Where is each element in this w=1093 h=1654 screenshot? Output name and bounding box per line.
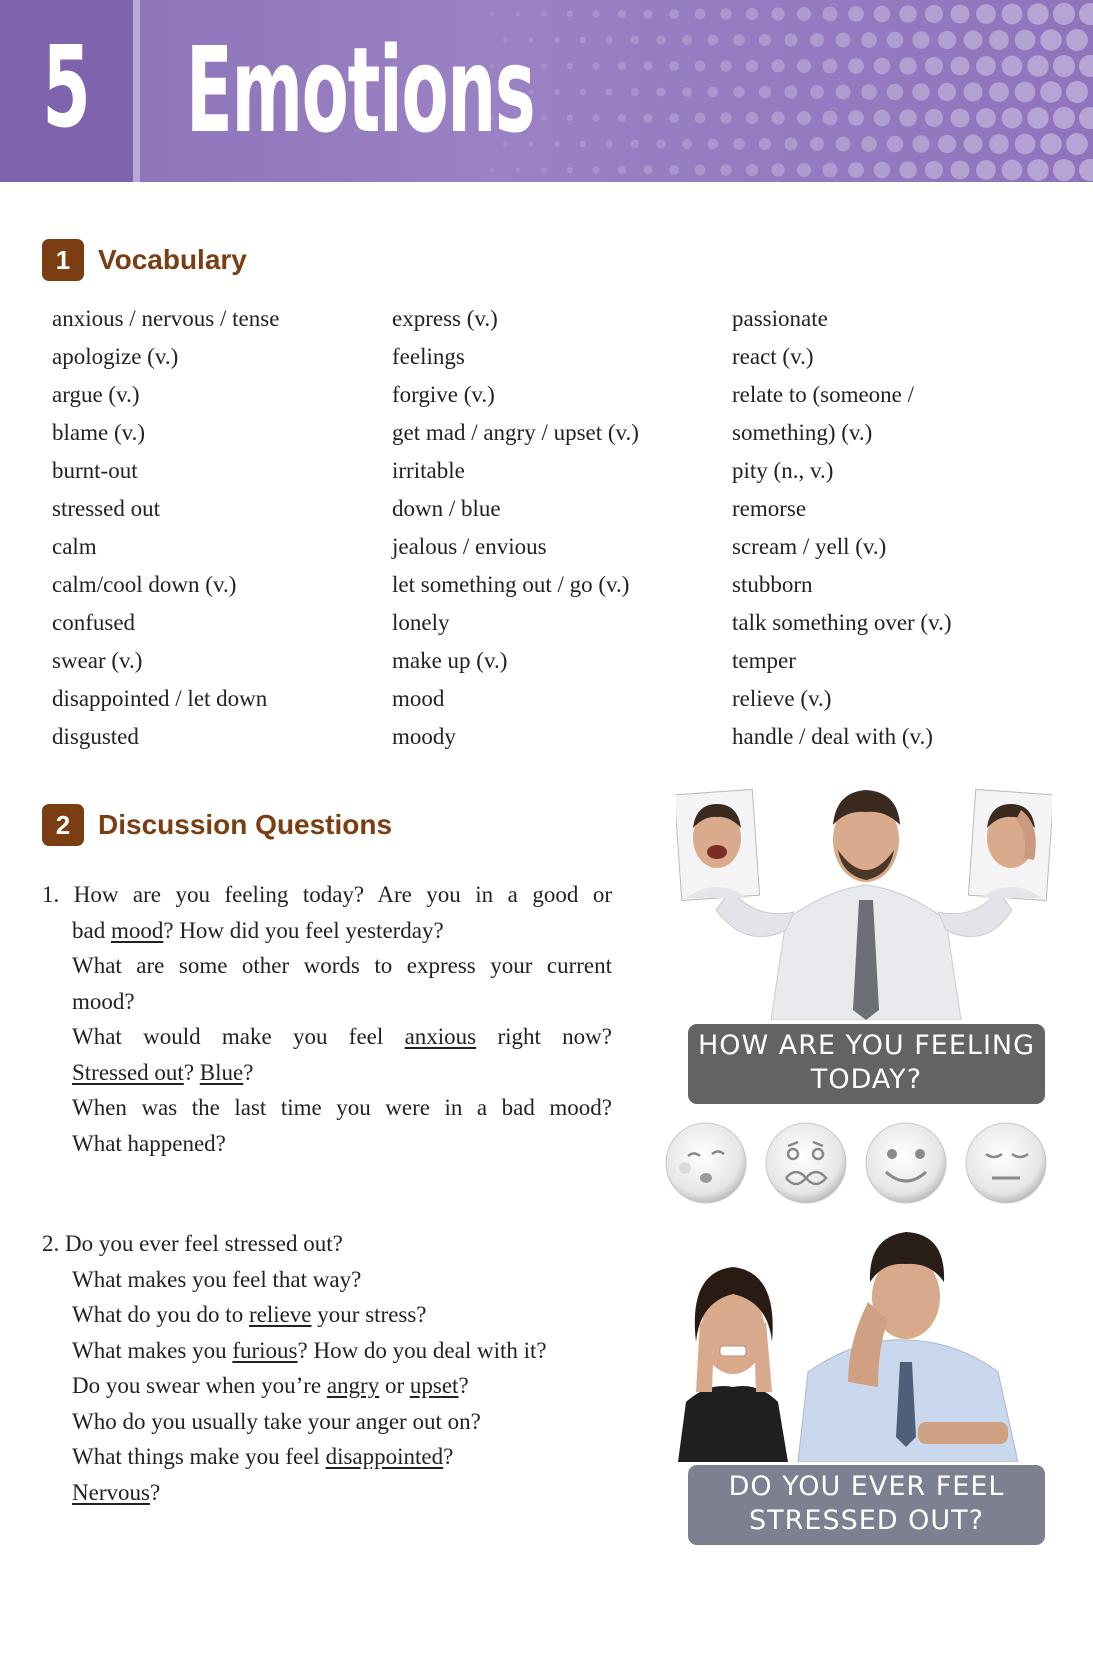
halftone-dot xyxy=(964,83,983,102)
halftone-dot xyxy=(810,137,824,151)
vocab-item: calm xyxy=(52,534,97,559)
halftone-dot xyxy=(874,6,891,23)
banner-text: DO YOU EVER FEEL xyxy=(728,1471,1005,1502)
halftone-dot xyxy=(1079,3,1093,25)
halftone-dot xyxy=(784,85,797,98)
vocab-item: irritable xyxy=(392,458,465,483)
halftone-dot xyxy=(976,108,996,128)
halftone-dot xyxy=(823,59,838,74)
halftone-dot xyxy=(899,161,916,178)
vocab-highlight: upset xyxy=(409,1373,459,1398)
halftone-dot xyxy=(1015,82,1036,103)
halftone-dot xyxy=(503,38,507,42)
vocab-item: disappointed / let down xyxy=(52,686,268,711)
halftone-dot xyxy=(541,63,547,69)
question-text: What things make you feel xyxy=(72,1444,326,1469)
halftone-dot xyxy=(516,64,521,69)
vocabulary-column-3 xyxy=(732,300,1072,756)
man-holding-face-masks-illustration xyxy=(676,780,1052,1020)
halftone-dot xyxy=(708,35,719,46)
chapter-header xyxy=(0,0,1093,182)
halftone-dot xyxy=(887,32,904,49)
halftone-dot xyxy=(1002,160,1023,181)
halftone-dot xyxy=(567,167,574,174)
halftone-dot xyxy=(1079,159,1093,181)
vocab-item: jealous / envious xyxy=(392,534,547,559)
halftone-dot xyxy=(644,10,653,19)
question-line: What happened? xyxy=(72,1130,226,1156)
question-line xyxy=(42,1439,612,1475)
question-line xyxy=(42,1226,612,1262)
vocab-item: let something out / go (v.) xyxy=(392,572,630,597)
discussion-heading xyxy=(42,804,392,846)
halftone-dot xyxy=(1053,55,1075,77)
halftone-dot xyxy=(861,136,877,152)
halftone-dot xyxy=(618,114,626,122)
halftone-dot xyxy=(567,63,574,70)
halftone-dot xyxy=(580,37,587,44)
halftone-dot xyxy=(631,140,639,148)
halftone-dot xyxy=(1002,4,1023,25)
halftone-dot xyxy=(1066,133,1088,155)
halftone-dot xyxy=(618,10,626,18)
halftone-dot xyxy=(938,83,956,101)
vocab-highlight: Stressed out xyxy=(72,1059,184,1085)
question-text: right now? xyxy=(476,1024,612,1049)
question-line: When was the last time you were in a bad mood? xyxy=(72,1095,612,1120)
section-number-badge: 2 xyxy=(42,804,84,846)
question-text: ? xyxy=(443,1444,454,1469)
halftone-dot xyxy=(951,57,970,76)
vocab-item: express (v.) xyxy=(392,306,498,331)
vocab-highlight: mood xyxy=(110,917,164,943)
halftone-dot xyxy=(708,139,719,150)
vocab-highlight: angry xyxy=(326,1373,380,1398)
question-text: Do you swear when you’re xyxy=(72,1373,327,1398)
halftone-dot xyxy=(490,116,494,120)
halftone-dot xyxy=(912,135,929,152)
vocab-item: down / blue xyxy=(392,496,501,521)
vocab-item: disgusted xyxy=(52,724,139,749)
halftone-dot xyxy=(720,8,732,20)
question-line: Who do you usually take your anger out on? xyxy=(72,1408,481,1434)
halftone-dot xyxy=(1015,134,1036,155)
question-line xyxy=(42,1368,612,1404)
halftone-dot xyxy=(592,62,599,69)
halftone-dot xyxy=(1027,159,1049,181)
vocab-highlight: anxious xyxy=(404,1024,477,1049)
halftone-dot xyxy=(746,60,758,72)
vocab-item: remorse xyxy=(732,496,807,521)
question-1 xyxy=(42,877,612,1161)
halftone-dot xyxy=(541,11,547,17)
halftone-dot xyxy=(976,4,996,24)
question-line xyxy=(42,1297,612,1333)
halftone-dot xyxy=(1040,29,1062,51)
question-line: What makes you feel that way? xyxy=(72,1266,362,1292)
halftone-dot xyxy=(708,87,719,98)
halftone-dot xyxy=(951,5,970,24)
halftone-dot xyxy=(631,36,639,44)
vocab-item: swear (v.) xyxy=(52,648,143,673)
halftone-dot xyxy=(771,7,784,20)
halftone-dot xyxy=(771,59,784,72)
halftone-dot xyxy=(746,8,758,20)
halftone-dot xyxy=(925,109,943,127)
vocab-item: confused xyxy=(52,610,136,635)
vocab-item: anxious / nervous / tense xyxy=(52,306,280,331)
vocab-item: passionate xyxy=(732,306,828,331)
halftone-dot xyxy=(759,138,771,150)
kissing-face-icon xyxy=(666,1123,746,1203)
halftone-dot xyxy=(720,60,732,72)
halftone-dot xyxy=(733,34,745,46)
halftone-dot xyxy=(759,86,771,98)
question-line xyxy=(42,1333,612,1369)
halftone-dot xyxy=(490,64,494,68)
halftone-dot xyxy=(848,6,864,22)
vocab-item: stressed out xyxy=(52,496,160,521)
halftone-dot xyxy=(887,136,904,153)
halftone-dot xyxy=(848,110,864,126)
halftone-dot xyxy=(899,57,916,74)
halftone-dot xyxy=(657,140,666,149)
halftone-dot xyxy=(592,166,599,173)
halftone-dot xyxy=(644,114,653,123)
question-line xyxy=(42,1019,612,1055)
vocab-item: relieve (v.) xyxy=(732,686,832,711)
vocab-item: temper xyxy=(732,648,796,673)
halftone-dot xyxy=(1027,55,1049,77)
halftone-dot xyxy=(848,58,864,74)
chapter-title: Emotions xyxy=(186,21,535,159)
halftone-dot xyxy=(899,5,916,22)
vocab-highlight: Nervous xyxy=(72,1479,150,1505)
question-text: or xyxy=(379,1373,410,1398)
worried-face-icon xyxy=(766,1123,846,1203)
halftone-dot xyxy=(861,84,877,100)
vocab-highlight: furious xyxy=(232,1337,298,1363)
halftone-dot xyxy=(503,90,507,94)
section-title: Discussion Questions xyxy=(98,809,393,840)
vocabulary-column-1 xyxy=(52,300,392,756)
halftone-dot xyxy=(516,116,521,121)
vocab-item: handle / deal with (v.) xyxy=(732,724,933,749)
halftone-dot xyxy=(746,164,758,176)
halftone-dot xyxy=(554,141,560,147)
question-text: What do you do to xyxy=(72,1302,249,1327)
halftone-dot xyxy=(567,115,574,122)
halftone-dot xyxy=(1027,3,1049,25)
halftone-dot xyxy=(541,167,547,173)
vocab-item: feelings xyxy=(392,344,465,369)
halftone-dot xyxy=(823,7,838,22)
emotion-face-icons xyxy=(660,1118,1060,1208)
halftone-dot xyxy=(618,166,626,174)
halftone-dot xyxy=(810,85,824,99)
halftone-dot xyxy=(682,35,692,45)
halftone-dot xyxy=(695,165,706,176)
halftone-dot xyxy=(516,12,521,17)
vocab-item: scream / yell (v.) xyxy=(732,534,887,559)
vocab-item: make up (v.) xyxy=(392,648,508,673)
halftone-dot xyxy=(1079,55,1093,77)
question-text: What would make you feel xyxy=(72,1024,405,1049)
halftone-dot xyxy=(784,33,797,46)
stressed-couple-illustration xyxy=(678,1222,1068,1462)
halftone-dot xyxy=(1040,81,1062,103)
question-text: ? xyxy=(243,1059,254,1085)
halftone-dot xyxy=(964,135,983,154)
question-text: your stress? xyxy=(311,1302,427,1327)
halftone-dot xyxy=(938,31,956,49)
halftone-dot xyxy=(605,140,612,147)
question-text: ? xyxy=(183,1059,200,1085)
halftone-dot xyxy=(592,10,599,17)
halftone-dot xyxy=(554,89,560,95)
halftone-dot xyxy=(912,83,929,100)
vocab-item: moody xyxy=(392,724,456,749)
question-line: What are some other words to express your current xyxy=(72,953,612,978)
halftone-dot xyxy=(644,166,653,175)
halftone-dot xyxy=(925,57,943,75)
halftone-dot xyxy=(925,161,943,179)
header-divider xyxy=(133,0,140,182)
halftone-dot xyxy=(1015,30,1036,51)
vocab-highlight: relieve xyxy=(248,1302,312,1327)
do-you-ever-feel-stressed-banner xyxy=(688,1465,1045,1545)
vocabulary-list xyxy=(52,300,1072,756)
halftone-dot xyxy=(759,34,771,46)
halftone-dot xyxy=(567,11,574,18)
halftone-dot xyxy=(823,163,838,178)
halftone-dot xyxy=(592,114,599,121)
halftone-dot xyxy=(925,5,943,23)
halftone-dot-pattern xyxy=(480,0,1093,182)
halftone-dot xyxy=(951,161,970,180)
halftone-dot xyxy=(797,111,811,125)
halftone-dot xyxy=(964,31,983,50)
section-number-badge: 1 xyxy=(42,239,84,281)
question-text: What makes you xyxy=(72,1337,233,1363)
question-line xyxy=(42,913,612,949)
question-number: 2. xyxy=(42,1231,60,1256)
vocab-highlight: disappointed xyxy=(325,1444,444,1469)
halftone-dot xyxy=(797,7,811,21)
halftone-dot xyxy=(644,62,653,71)
vocabulary-column-2 xyxy=(392,300,732,756)
vocab-item: blame (v.) xyxy=(52,420,146,445)
banner-text: STRESSED OUT? xyxy=(749,1505,984,1536)
halftone-dot xyxy=(720,112,732,124)
halftone-dot xyxy=(503,142,507,146)
halftone-dot xyxy=(618,62,626,70)
vocab-item: forgive (v.) xyxy=(392,382,495,407)
vocab-item: relate to (someone / xyxy=(732,382,915,407)
halftone-dot xyxy=(1053,159,1075,181)
sleepy-face-icon xyxy=(966,1123,1046,1203)
halftone-dot xyxy=(746,112,758,124)
halftone-dot xyxy=(529,142,534,147)
question-text: Do you ever feel stressed out? xyxy=(65,1231,343,1256)
halftone-dot xyxy=(695,113,706,124)
halftone-dot xyxy=(490,168,494,172)
halftone-dot xyxy=(976,56,996,76)
question-line xyxy=(42,1475,612,1511)
halftone-dot xyxy=(1040,133,1062,155)
halftone-dot xyxy=(771,163,784,176)
halftone-dot xyxy=(823,111,838,126)
question-text: ? How did you feel yesterday? xyxy=(163,917,444,943)
halftone-dot xyxy=(605,88,612,95)
vocab-item: argue (v.) xyxy=(52,382,140,407)
vocab-item: something) (v.) xyxy=(732,420,873,445)
halftone-dot xyxy=(657,88,666,97)
halftone-dot xyxy=(836,33,851,48)
halftone-dot xyxy=(899,109,916,126)
halftone-dot xyxy=(1027,107,1049,129)
vocab-item: get mad / angry / upset (v.) xyxy=(392,420,639,445)
question-text: ? xyxy=(149,1479,161,1505)
halftone-dot xyxy=(669,9,679,19)
halftone-dot xyxy=(695,61,706,72)
section-title: Vocabulary xyxy=(98,244,247,275)
halftone-dot xyxy=(682,139,692,149)
halftone-dot xyxy=(836,85,851,100)
question-text: How are you feeling today? Are you in a good or xyxy=(73,882,612,907)
halftone-dot xyxy=(529,38,534,43)
halftone-dot xyxy=(989,82,1009,102)
halftone-dot xyxy=(1053,3,1075,25)
vocab-item: talk something over (v.) xyxy=(732,610,952,635)
question-line xyxy=(42,1055,612,1091)
halftone-dot xyxy=(516,168,521,173)
halftone-dot xyxy=(529,90,534,95)
halftone-dot xyxy=(490,12,494,16)
halftone-dot xyxy=(669,165,679,175)
banner-text: HOW ARE YOU FEELING xyxy=(697,1030,1036,1061)
vocab-item: burnt-out xyxy=(52,458,138,483)
vocab-item: calm/cool down (v.) xyxy=(52,572,237,597)
vocab-highlight: Blue xyxy=(199,1059,244,1085)
halftone-dot xyxy=(669,113,679,123)
vocab-item: react (v.) xyxy=(732,344,814,369)
smiling-face-icon xyxy=(866,1123,946,1203)
vocab-item: mood xyxy=(392,686,445,711)
halftone-dot xyxy=(669,61,679,71)
halftone-dot xyxy=(797,163,811,177)
halftone-dot xyxy=(989,30,1009,50)
halftone-dot xyxy=(887,84,904,101)
halftone-dot xyxy=(784,137,797,150)
question-text: ? xyxy=(458,1373,469,1398)
halftone-dot xyxy=(1053,107,1075,129)
halftone-dot xyxy=(580,141,587,148)
halftone-dot xyxy=(836,137,851,152)
halftone-dot xyxy=(874,58,891,75)
chapter-number: 5 xyxy=(42,23,91,153)
vocab-item: stubborn xyxy=(732,572,813,597)
halftone-dot xyxy=(874,110,891,127)
vocab-item: pity (n., v.) xyxy=(732,458,834,483)
halftone-dot xyxy=(989,134,1009,154)
halftone-dot xyxy=(810,33,824,47)
question-2 xyxy=(42,1226,612,1510)
vocab-item: lonely xyxy=(392,610,450,635)
how-are-you-feeling-banner xyxy=(688,1024,1045,1104)
banner-text: TODAY? xyxy=(810,1064,923,1095)
halftone-dot xyxy=(771,111,784,124)
halftone-dot xyxy=(631,88,639,96)
halftone-dot xyxy=(861,32,877,48)
halftone-dot xyxy=(1002,56,1023,77)
halftone-dot xyxy=(1079,107,1093,129)
halftone-dot xyxy=(733,138,745,150)
question-line xyxy=(42,877,612,913)
question-text: bad xyxy=(72,917,111,943)
halftone-dot xyxy=(1066,81,1088,103)
halftone-dot xyxy=(554,37,560,43)
question-number: 1. xyxy=(42,882,60,907)
halftone-dot xyxy=(848,162,864,178)
halftone-dot xyxy=(797,59,811,73)
halftone-dot xyxy=(720,164,732,176)
halftone-dot xyxy=(733,86,745,98)
halftone-dot xyxy=(938,135,956,153)
halftone-dot xyxy=(657,36,666,45)
halftone-dot xyxy=(1066,29,1088,51)
halftone-dot xyxy=(605,36,612,43)
question-text: ? How do you deal with it? xyxy=(297,1337,547,1363)
halftone-dot xyxy=(1002,108,1023,129)
halftone-dot xyxy=(541,115,547,121)
halftone-dot xyxy=(951,109,970,128)
halftone-dot xyxy=(695,9,706,20)
halftone-dot xyxy=(682,87,692,97)
vocabulary-heading xyxy=(42,239,247,281)
halftone-dot xyxy=(874,162,891,179)
halftone-dot xyxy=(976,160,996,180)
question-line: mood? xyxy=(72,988,135,1014)
halftone-dot xyxy=(912,31,929,48)
vocab-item: apologize (v.) xyxy=(52,344,179,369)
halftone-dot xyxy=(580,89,587,96)
